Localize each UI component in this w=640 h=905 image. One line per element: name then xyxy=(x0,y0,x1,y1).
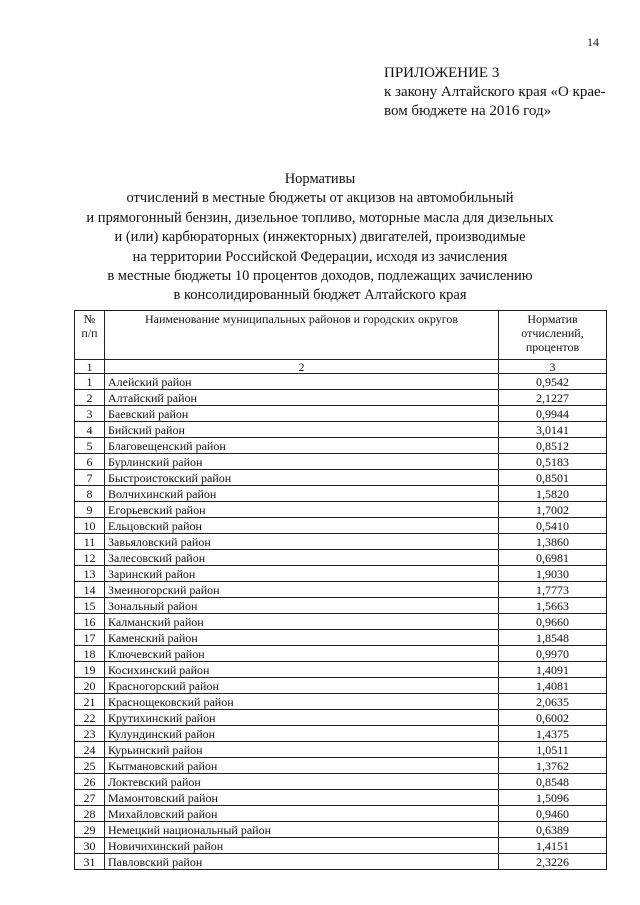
table-row xyxy=(75,614,607,630)
table-row xyxy=(75,710,607,726)
table-row xyxy=(75,454,607,470)
row-number-cell: 16 xyxy=(75,614,105,630)
row-number-cell: 26 xyxy=(75,774,105,790)
heading-line: и (или) карбюраторных (инжекторных) двигателей, производимые xyxy=(114,229,526,246)
norm-value-cell: 1,5663 xyxy=(499,598,607,614)
norm-value-cell: 0,6981 xyxy=(499,550,607,566)
row-number-cell: 17 xyxy=(75,630,105,646)
row-number-cell: 8 xyxy=(75,486,105,502)
district-name-cell: Алтайский район xyxy=(105,390,499,406)
document-heading xyxy=(60,170,580,306)
table-row xyxy=(75,422,607,438)
row-number-cell: 22 xyxy=(75,710,105,726)
table-row xyxy=(75,774,607,790)
norm-value-cell: 2,1227 xyxy=(499,390,607,406)
district-name-cell: Бурлинский район xyxy=(105,454,499,470)
row-number-cell: 31 xyxy=(75,854,105,870)
table-row xyxy=(75,742,607,758)
table-row xyxy=(75,630,607,646)
index-cell: 1 xyxy=(75,360,105,374)
row-number-cell: 4 xyxy=(75,422,105,438)
norm-value-cell: 0,8501 xyxy=(499,470,607,486)
district-name-cell: Егорьевский район xyxy=(105,502,499,518)
table-row xyxy=(75,406,607,422)
district-name-cell: Локтевский район xyxy=(105,774,499,790)
index-cell: 3 xyxy=(499,360,607,374)
norm-value-cell: 1,5820 xyxy=(499,486,607,502)
norm-value-cell: 0,9970 xyxy=(499,646,607,662)
table-row xyxy=(75,438,607,454)
district-name-cell: Баевский район xyxy=(105,406,499,422)
district-name-cell: Завьяловский район xyxy=(105,534,499,550)
district-name-cell: Ельцовский район xyxy=(105,518,499,534)
district-name-cell: Мамонтовский район xyxy=(105,790,499,806)
table-row xyxy=(75,662,607,678)
norm-value-cell: 0,5410 xyxy=(499,518,607,534)
table-row xyxy=(75,582,607,598)
row-number-cell: 28 xyxy=(75,806,105,822)
table-row xyxy=(75,470,607,486)
page-number: 14 xyxy=(587,35,599,49)
row-number-cell: 24 xyxy=(75,742,105,758)
row-number-cell: 14 xyxy=(75,582,105,598)
norm-value-cell: 2,0635 xyxy=(499,694,607,710)
norm-value-cell: 0,6002 xyxy=(499,710,607,726)
norm-value-cell: 1,5096 xyxy=(499,790,607,806)
district-name-cell: Калманский район xyxy=(105,614,499,630)
heading-line: в консолидированный бюджет Алтайского края xyxy=(173,287,467,304)
norm-value-cell: 0,5183 xyxy=(499,454,607,470)
table-row xyxy=(75,678,607,694)
district-name-cell: Кытмановский район xyxy=(105,758,499,774)
table-row xyxy=(75,534,607,550)
table-row xyxy=(75,758,607,774)
district-name-cell: Волчихинский район xyxy=(105,486,499,502)
row-number-cell: 23 xyxy=(75,726,105,742)
norm-value-cell: 0,9944 xyxy=(499,406,607,422)
appendix-block xyxy=(384,64,624,121)
district-name-cell: Павловский район xyxy=(105,854,499,870)
table-row xyxy=(75,806,607,822)
row-number-cell: 10 xyxy=(75,518,105,534)
district-name-cell: Новичихинский район xyxy=(105,838,499,854)
row-number-cell: 20 xyxy=(75,678,105,694)
table-row xyxy=(75,390,607,406)
row-number-cell: 21 xyxy=(75,694,105,710)
row-number-cell: 11 xyxy=(75,534,105,550)
district-name-cell: Немецкий национальный район xyxy=(105,822,499,838)
table-row xyxy=(75,518,607,534)
heading-line: Нормативы xyxy=(284,171,356,187)
table-header-row xyxy=(75,311,607,360)
index-cell: 2 xyxy=(105,360,499,374)
district-name-cell: Заринский район xyxy=(105,566,499,582)
header-num: № п/п xyxy=(75,311,105,360)
row-number-cell: 6 xyxy=(75,454,105,470)
norm-value-cell: 1,3860 xyxy=(499,534,607,550)
norm-value-cell: 1,7773 xyxy=(499,582,607,598)
norm-value-cell: 0,8512 xyxy=(499,438,607,454)
norm-value-cell: 1,9030 xyxy=(499,566,607,582)
row-number-cell: 1 xyxy=(75,374,105,390)
row-number-cell: 3 xyxy=(75,406,105,422)
district-name-cell: Залесовский район xyxy=(105,550,499,566)
table-row xyxy=(75,726,607,742)
heading-line: и прямогонный бензин, дизельное топливо, моторные масла для дизельных xyxy=(86,209,554,226)
district-name-cell: Благовещенский район xyxy=(105,438,499,454)
norm-value-cell: 2,3226 xyxy=(499,854,607,870)
row-number-cell: 7 xyxy=(75,470,105,486)
row-number-cell: 18 xyxy=(75,646,105,662)
norm-value-cell: 0,6389 xyxy=(499,822,607,838)
norms-table xyxy=(74,310,607,870)
table-row xyxy=(75,486,607,502)
row-number-cell: 29 xyxy=(75,822,105,838)
table-row xyxy=(75,646,607,662)
table-row xyxy=(75,694,607,710)
norm-value-cell: 0,9542 xyxy=(499,374,607,390)
heading-line: отчислений в местные бюджеты от акцизов на автомобильный xyxy=(126,190,514,207)
norm-value-cell: 0,8548 xyxy=(499,774,607,790)
appendix-title: ПРИЛОЖЕНИЕ 3 xyxy=(384,65,500,81)
row-number-cell: 19 xyxy=(75,662,105,678)
district-name-cell: Красногорский район xyxy=(105,678,499,694)
norm-value-cell: 3,0141 xyxy=(499,422,607,438)
table-body xyxy=(75,374,607,870)
table-index-row xyxy=(75,360,607,374)
table-row xyxy=(75,838,607,854)
row-number-cell: 30 xyxy=(75,838,105,854)
district-name-cell: Алейский район xyxy=(105,374,499,390)
district-name-cell: Краснощековский район xyxy=(105,694,499,710)
table-row xyxy=(75,790,607,806)
district-name-cell: Зональный район xyxy=(105,598,499,614)
row-number-cell: 9 xyxy=(75,502,105,518)
norm-value-cell: 1,7002 xyxy=(499,502,607,518)
district-name-cell: Косихинский район xyxy=(105,662,499,678)
row-number-cell: 5 xyxy=(75,438,105,454)
district-name-cell: Ключевский район xyxy=(105,646,499,662)
table-row xyxy=(75,854,607,870)
table-row xyxy=(75,502,607,518)
heading-line: на территории Российской Федерации, исходя из зачисления xyxy=(132,248,508,265)
district-name-cell: Бийский район xyxy=(105,422,499,438)
header-name: Наименование муниципальных районов и городских округов xyxy=(105,311,499,360)
norm-value-cell: 0,9460 xyxy=(499,806,607,822)
row-number-cell: 13 xyxy=(75,566,105,582)
row-number-cell: 12 xyxy=(75,550,105,566)
header-norm: Норматив отчислений, процентов xyxy=(499,311,607,360)
norm-value-cell: 1,4151 xyxy=(499,838,607,854)
appendix-subtitle-line: вом бюджете на 2016 год» xyxy=(384,103,552,119)
norm-value-cell: 1,8548 xyxy=(499,630,607,646)
norm-value-cell: 0,9660 xyxy=(499,614,607,630)
norm-value-cell: 1,4081 xyxy=(499,678,607,694)
row-number-cell: 15 xyxy=(75,598,105,614)
district-name-cell: Кулундинский район xyxy=(105,726,499,742)
district-name-cell: Быстроистокский район xyxy=(105,470,499,486)
row-number-cell: 25 xyxy=(75,758,105,774)
district-name-cell: Змеиногорский район xyxy=(105,582,499,598)
table-row xyxy=(75,550,607,566)
district-name-cell: Михайловский район xyxy=(105,806,499,822)
table-row xyxy=(75,566,607,582)
norm-value-cell: 1,3762 xyxy=(499,758,607,774)
norm-value-cell: 1,0511 xyxy=(499,742,607,758)
district-name-cell: Курьинский район xyxy=(105,742,499,758)
norm-value-cell: 1,4091 xyxy=(499,662,607,678)
row-number-cell: 2 xyxy=(75,390,105,406)
district-name-cell: Крутихинский район xyxy=(105,710,499,726)
table-row xyxy=(75,374,607,390)
table-row xyxy=(75,598,607,614)
norm-value-cell: 1,4375 xyxy=(499,726,607,742)
table-row xyxy=(75,822,607,838)
row-number-cell: 27 xyxy=(75,790,105,806)
heading-line: в местные бюджеты 10 процентов доходов, подлежащих зачислению xyxy=(107,268,533,285)
district-name-cell: Каменский район xyxy=(105,630,499,646)
appendix-subtitle-line: к закону Алтайского края «О крае- xyxy=(384,84,606,100)
